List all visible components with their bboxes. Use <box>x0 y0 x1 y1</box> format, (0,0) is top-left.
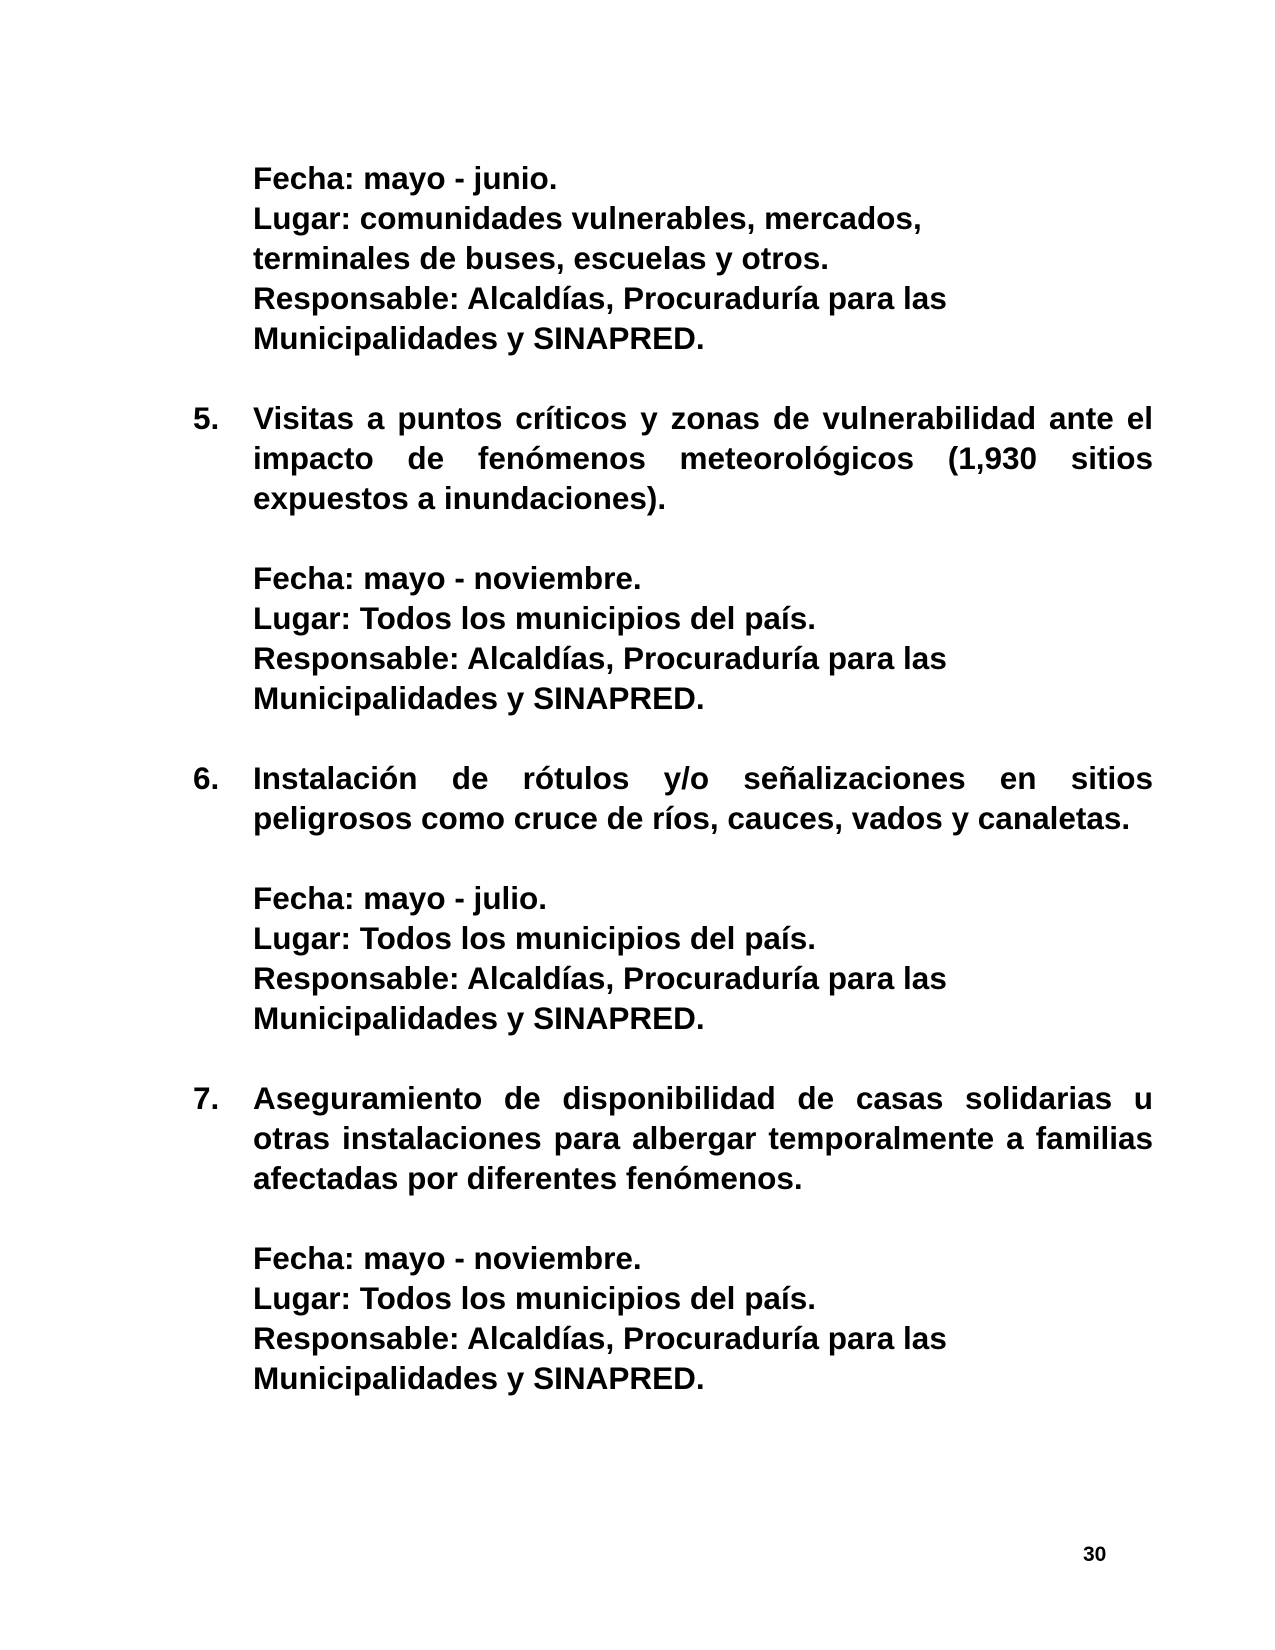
item-number: 7. <box>193 1080 220 1116</box>
list-item-5 <box>193 398 1153 518</box>
item-text: Instalación de rótulos y/o señalizaciones en sitios peligrosos como cruce de ríos, cauces, vados y canaletas. <box>253 760 1153 836</box>
item-number: 6. <box>193 760 220 796</box>
responsable-line: Responsable: Alcaldías, Procuraduría para las Municipalidades y SINAPRED. <box>253 280 947 356</box>
spacer <box>253 838 1153 878</box>
spacer <box>253 518 1153 558</box>
spacer <box>253 718 1153 758</box>
item-7-details <box>253 1238 1153 1398</box>
fecha-line: Fecha: mayo - julio. <box>253 880 548 916</box>
spacer <box>253 1198 1153 1238</box>
continuation-details <box>253 158 1153 358</box>
fecha-line: Fecha: mayo - junio. <box>253 160 558 196</box>
lugar-line: Lugar: Todos los municipios del país. <box>253 600 816 636</box>
page-number: 30 <box>1083 1543 1107 1566</box>
fecha-line: Fecha: mayo - noviembre. <box>253 560 642 596</box>
item-6-details <box>253 878 1153 1038</box>
responsable-line: Responsable: Alcaldías, Procuraduría para las Municipalidades y SINAPRED. <box>253 960 947 1036</box>
list-item-6 <box>193 758 1153 838</box>
item-5-details <box>253 558 1153 718</box>
item-number: 5. <box>193 400 220 436</box>
spacer <box>253 1038 1153 1078</box>
lugar-line: Lugar: Todos los municipios del país. <box>253 920 816 956</box>
spacer <box>253 358 1153 398</box>
responsable-line: Responsable: Alcaldías, Procuraduría para las Municipalidades y SINAPRED. <box>253 640 947 716</box>
responsable-line: Responsable: Alcaldías, Procuraduría para las Municipalidades y SINAPRED. <box>253 1320 947 1396</box>
list-item-7 <box>193 1078 1153 1198</box>
lugar-line: Lugar: Todos los municipios del país. <box>253 1280 816 1316</box>
fecha-line: Fecha: mayo - noviembre. <box>253 1240 642 1276</box>
item-text: Aseguramiento de disponibilidad de casas solidarias u otras instalaciones para albergar temporalmente a familias afectadas por diferentes fenómenos. <box>253 1080 1153 1196</box>
lugar-line: Lugar: comunidades vulnerables, mercados, terminales de buses, escuelas y otros. <box>253 200 922 276</box>
page-content <box>193 158 1153 1398</box>
item-text: Visitas a puntos críticos y zonas de vulnerabilidad ante el impacto de fenómenos meteorológicos (1,930 sitios expuestos a inundaciones). <box>253 400 1153 516</box>
